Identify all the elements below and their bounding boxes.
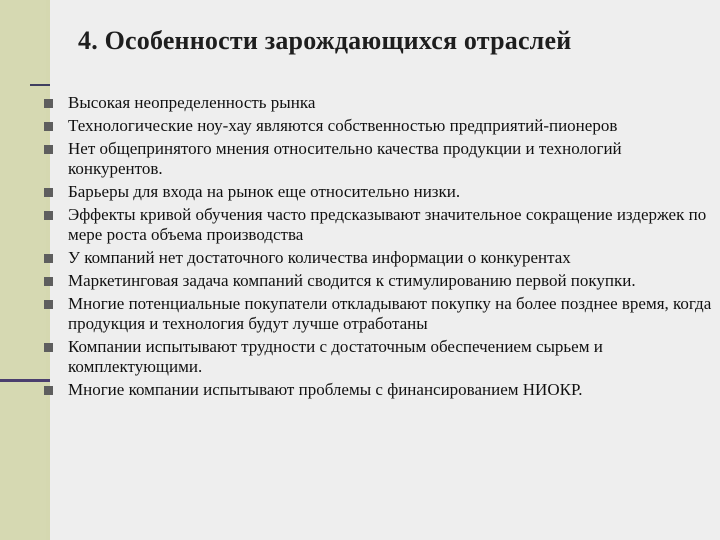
list-item [44,93,714,113]
square-bullet-icon [44,254,53,263]
list-item [44,294,714,334]
slide-title: 4. Особенности зарождающихся отраслей [78,26,572,55]
square-bullet-icon [44,277,53,286]
title-rule [30,84,50,86]
list-item [44,139,714,179]
left-decorative-band [0,0,50,540]
list-item-text: У компаний нет достаточного количества информации о конкурентах [68,248,571,267]
square-bullet-icon [44,211,53,220]
list-item-text: Высокая неопределенность рынка [68,93,316,112]
square-bullet-icon [44,145,53,154]
list-item-text: Технологические ноу-хау являются собственностью предприятий-пионеров [68,116,618,135]
square-bullet-icon [44,188,53,197]
list-item-text: Нет общепринятого мнения относительно качества продукции и технологий конкурентов. [68,139,622,178]
list-item-text: Барьеры для входа на рынок еще относительно низки. [68,182,461,201]
list-item-text: Компании испытывают трудности с достаточным обеспечением сырьем и комплектующими. [68,337,603,376]
list-item [44,182,714,202]
list-item [44,380,714,400]
left-band-fill [0,0,46,540]
list-item-text: Маркетинговая задача компаний сводится к стимулированию первой покупки. [68,271,636,290]
list-item [44,248,714,268]
list-item [44,337,714,377]
accent-line [0,379,50,382]
list-item-text: Многие компании испытывают проблемы с финансированием НИОКР. [68,380,583,399]
square-bullet-icon [44,122,53,131]
square-bullet-icon [44,386,53,395]
list-item [44,116,714,136]
list-item [44,271,714,291]
list-item-text: Эффекты кривой обучения часто предсказывают значительное сокращение издержек по мере роста объема производства [68,205,707,244]
square-bullet-icon [44,99,53,108]
list-item-text: Многие потенциальные покупатели откладывают покупку на более позднее время, когда продукция и технология будут лучше отработаны [68,294,712,333]
bullet-list [44,93,714,403]
square-bullet-icon [44,343,53,352]
list-item [44,205,714,245]
square-bullet-icon [44,300,53,309]
